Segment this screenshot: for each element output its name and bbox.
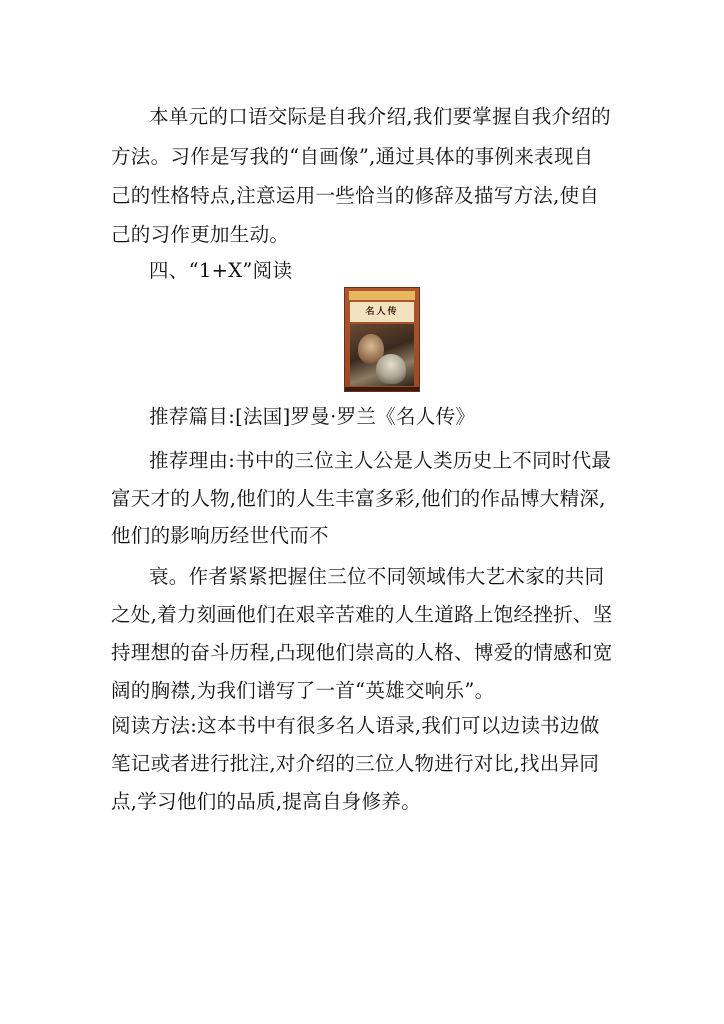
cover-portrait-art [350, 324, 414, 386]
section-heading: 四、“1+X”阅读 [149, 259, 293, 282]
reason-line-3: 他们的影响历经世代而不 [111, 524, 329, 547]
reason-line-2: 富天才的人物,他们的人生丰富多彩,他们的作品博大精深, [111, 487, 606, 510]
continuation-line-3: 持理想的奋斗历程,凸现他们崇高的人格、博爱的情感和宽 [111, 641, 613, 664]
intro-line-2: 方法。习作是写我的“自画像”,通过具体的事例来表现自 [111, 145, 594, 168]
continuation-line-2: 之处,着力刻画他们在艰辛苦难的人生道路上饱经挫折、坚 [111, 603, 613, 626]
method-line-1: 阅读方法:这本书中有很多名人语录,我们可以边读书边做 [111, 714, 600, 737]
cover-title: 名人传 [350, 302, 414, 322]
cover-top-band [349, 291, 415, 300]
book-cover-image [344, 287, 420, 392]
method-line-2: 笔记或者进行批注,对介绍的三位人物进行对比,找出异同 [111, 752, 600, 775]
intro-line-3: 己的性格特点,注意运用一些恰当的修辞及描写方法,使自 [111, 184, 600, 207]
continuation-line-1: 衰。作者紧紧把握住三位不同领域伟大艺术家的共同 [149, 565, 605, 588]
intro-line-4: 己的习作更加生动。 [111, 223, 290, 246]
cover-bottom-band [345, 387, 419, 391]
recommend-title: 推荐篇目:[法国]罗曼·罗兰《名人传》 [149, 405, 476, 428]
portrait-tolstoy [376, 354, 406, 384]
intro-line-1: 本单元的口语交际是自我介绍,我们要掌握自我介绍的 [149, 105, 611, 128]
continuation-line-4: 阔的胸襟,为我们谱写了一首“英雄交响乐”。 [111, 679, 495, 702]
reason-line-1: 推荐理由:书中的三位主人公是人类历史上不同时代最 [149, 449, 612, 472]
method-line-3: 点,学习他们的品质,提高自身修养。 [111, 790, 421, 813]
